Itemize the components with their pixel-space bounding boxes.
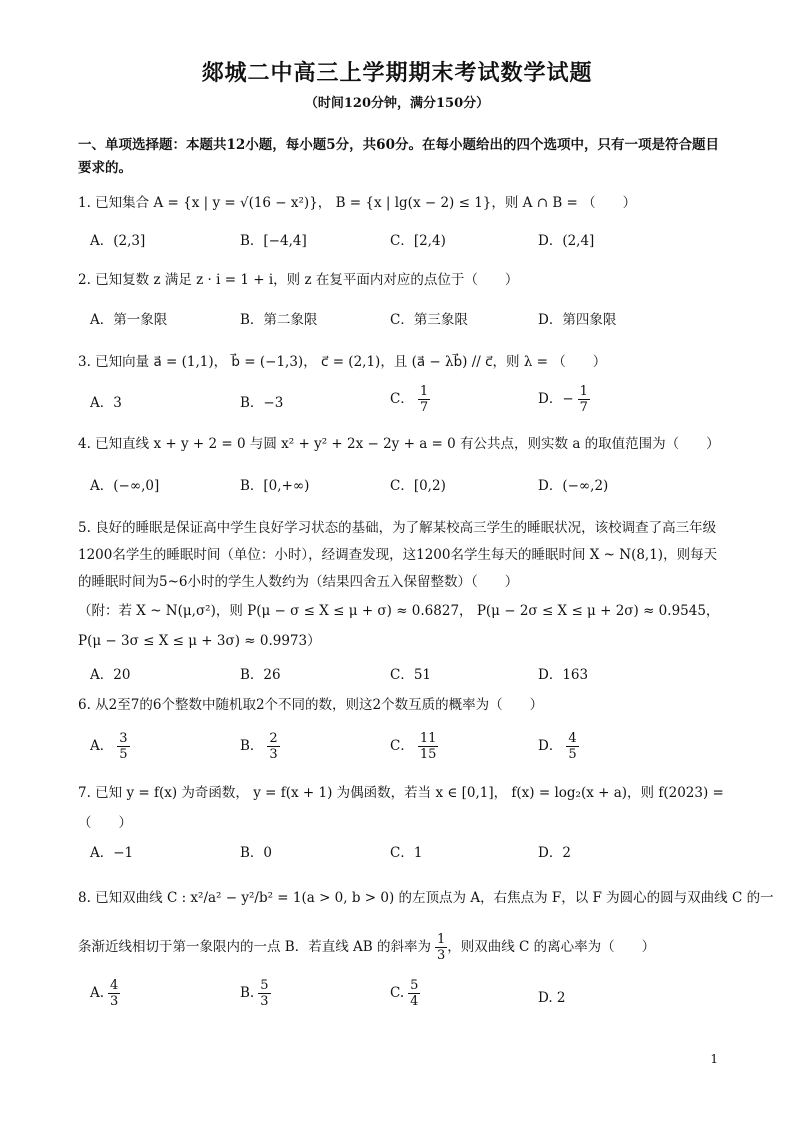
question-4-options <box>90 475 730 505</box>
option-c: C． $\frac{1}{7}$ <box>390 384 429 415</box>
fraction: $\frac{5}{4}$ <box>410 978 419 1009</box>
question-4-stem: 4. 已知直线 x + y + 2 = 0 与圆 x² + y² + 2x − 2y + a = 0 有公共点，则实数 a 的取值范围为（ ） <box>78 436 720 452</box>
question-2-options <box>90 309 730 339</box>
option-b: B．[−4,4] <box>240 233 307 249</box>
page-title: 郯城二中高三上学期期末考试数学试题 <box>201 60 593 86</box>
option-b: B．26 <box>240 667 281 683</box>
question-6-options <box>90 731 730 761</box>
option-b: B. $\frac{5}{3}$ <box>240 978 269 1009</box>
fraction: $\frac{1}{7}$ <box>419 384 429 415</box>
fraction: $\frac{1}{3}$ <box>436 932 446 963</box>
question-8-stem: 8. 已知双曲线 C : x²/a² − y²/b² = 1(a > 0, b > 0) 的左顶点为 A，右焦点为 F，以 F 为圆心的圆与双曲线 C 的一 <box>78 890 774 906</box>
option-c: C． $\frac{11}{15}$ <box>390 731 437 762</box>
fraction: $\frac{11}{15}$ <box>419 731 437 762</box>
page-subtitle: （时间120分钟，满分150分） <box>304 96 490 111</box>
question-7-stem-continued: （ ） <box>78 815 132 831</box>
option-b: B．−3 <box>240 395 284 411</box>
option-b: B．0 <box>240 845 273 861</box>
option-a: A．(2,3] <box>90 233 146 249</box>
option-d: D．− $\frac{1}{7}$ <box>538 384 588 415</box>
option-d: D．2 <box>538 845 571 861</box>
question-7-stem: 7. 已知 y = f(x) 为奇函数， y = f(x + 1) 为偶函数，若当 x ∈ [0,1]， f(x) = log₂(x + a)，则 f(2023) = <box>78 785 724 801</box>
question-8-options <box>90 978 730 1008</box>
option-c: C. $\frac{5}{4}$ <box>390 978 419 1009</box>
question-3-options <box>90 384 730 414</box>
section-heading: 一、单项选择题：本题共12小题，每小题5分，共60分。在每小题给出的四个选项中，只有一项是符合题目要求的。 <box>78 137 719 176</box>
question-1-options <box>90 230 730 260</box>
fraction: $\frac{2}{3}$ <box>269 731 278 762</box>
question-5-note-line2: P(μ − 3σ ≤ X ≤ μ + 3σ) ≈ 0.9973） <box>78 633 321 649</box>
option-d: D. 2 <box>538 990 566 1006</box>
option-a: A．−1 <box>90 845 134 861</box>
question-5-stem: 5. 良好的睡眠是保证高中学生良好学习状态的基础，为了解某校高三学生的睡眠状况，该校调查了高三年级1200名学生的睡眠时间（单位：小时），经调查发现，这1200名学生每天的睡眠时间 X ~ N(8,1)，则每天的睡眠时间为5~6小时的学生人数约为（结果四舍五入保留整数）（ ） <box>78 520 718 590</box>
question-6-stem: 6. 从2至7的6个整数中随机取2个不同的数，则这2个数互质的概率为（ ） <box>78 697 544 713</box>
question-8-stem-continued: 条渐近线相切于第一象限内的一点 B．若直线 AB 的斜率为 $\frac{1}{3}$ ，则双曲线 C 的离心率为（ ） <box>78 932 656 963</box>
option-c: C．[0,2) <box>390 478 446 494</box>
option-a: A．20 <box>90 667 131 683</box>
fraction: $\frac{3}{5}$ <box>119 731 128 762</box>
option-c: C．1 <box>390 845 423 861</box>
question-5-options <box>90 664 730 694</box>
option-a: A．(−∞,0] <box>90 478 160 494</box>
option-b: B．[0,+∞) <box>240 478 310 494</box>
option-a: A．3 <box>90 395 122 411</box>
option-d: D．第四象限 <box>538 312 617 328</box>
fraction: $\frac{4}{5}$ <box>568 731 577 762</box>
question-3-stem: 3. 已知向量 a⃗ = (1,1)， b⃗ = (−1,3)， c⃗ = (2,1)，且 (a⃗ − λb⃗) // c⃗，则 λ = （ ） <box>78 354 607 370</box>
option-b: B．第二象限 <box>240 312 318 328</box>
option-d: D．(−∞,2) <box>538 478 609 494</box>
option-a: A．第一象限 <box>90 312 168 328</box>
option-c: C．51 <box>390 667 432 683</box>
question-7-options <box>90 842 730 872</box>
fraction: $\frac{4}{3}$ <box>110 978 119 1009</box>
option-a: A． $\frac{3}{5}$ <box>90 731 128 762</box>
option-b: B． $\frac{2}{3}$ <box>240 731 278 762</box>
fraction: $\frac{5}{3}$ <box>260 978 269 1009</box>
option-d: D．(2,4] <box>538 233 595 249</box>
question-1-stem: 1. 已知集合 A = {x | y = √(16 − x²)}， B = {x | lg(x − 2) ≤ 1}，则 A ∩ B = （ ） <box>78 195 637 211</box>
option-c: C．[2,4) <box>390 233 446 249</box>
question-2-stem: 2. 已知复数 z 满足 z · i = 1 + i，则 z 在复平面内对应的点位于（ ） <box>78 272 519 288</box>
fraction: $\frac{1}{7}$ <box>579 384 588 415</box>
question-5-note-line1: （附：若 X ~ N(μ,σ²)，则 P(μ − σ ≤ X ≤ μ + σ) ≈ 0.6827， P(μ − 2σ ≤ X ≤ μ + 2σ) ≈ 0.9545， <box>78 603 720 619</box>
option-d: D． $\frac{4}{5}$ <box>538 731 577 762</box>
option-c: C．第三象限 <box>390 312 468 328</box>
page-number: 1 <box>710 1052 718 1066</box>
option-d: D．163 <box>538 667 589 683</box>
option-a: A. $\frac{4}{3}$ <box>90 978 119 1009</box>
